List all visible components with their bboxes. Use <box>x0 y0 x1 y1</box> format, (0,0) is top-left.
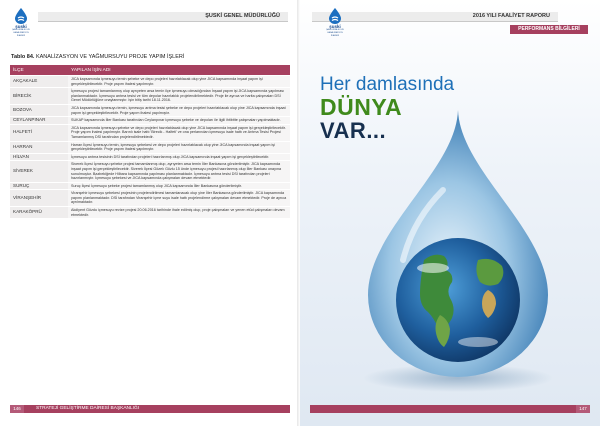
row-ilce: AKÇAKALE <box>10 76 68 87</box>
table-row <box>10 190 290 206</box>
page-number: 147 <box>576 405 590 413</box>
table-row <box>10 161 290 181</box>
footer-text: STRATEJİ GELİŞTİRME DAİRESİ BAŞKANLIĞI <box>36 406 140 411</box>
footer-bar <box>310 405 590 413</box>
table-number: Tablo 84. <box>11 54 35 60</box>
header-bar <box>38 12 288 22</box>
page-number: 146 <box>10 405 24 413</box>
header-title: 2016 YILI FAALİYET RAPORU <box>472 13 550 19</box>
slogan-line-3: VAR... <box>320 118 387 143</box>
row-desc: JICA kapsamında içmesuyu temin şebeke ve depo projeleri hazırlatılacak olup yine JICA kapsamında inşaat yapım işi gerçekleştirilecektir. Proje yapım ihalesi yapılmıştır. <box>68 76 290 87</box>
row-desc: İçmesuyu arıtma tesisinin DSİ tarafından projeleri hazırlanmış olup JICA kapsamında inşaat yapım işi gerçekleştirilecektir. <box>68 154 290 161</box>
table-row <box>10 142 290 153</box>
cloud <box>417 263 449 273</box>
column-header-work: YAPILAN İŞİN ADI <box>68 65 290 75</box>
row-desc: JICA kapsamında içmesuyu şebeke ve depo projeleri hazırlatılacak olup yine JICA kapsamında inşaat yapım işi gerçekleştirilecektir. Proje yapım ihalesi yapılmıştır. Barınlı isale hattı 'Birecik - Halfeti' ve ona perlarından içmesuyu isale hattı ve Arıtma Tesisi Projesi Tamamlanmış DSİ tarafından projelendirilmektedir. <box>68 125 290 141</box>
water-drop-earth-illustration <box>328 110 558 400</box>
row-desc: Suruç İlçesi İçmesuyu şebeke projesi tamamlanmış olup JICA kapsamında İller Bankasına gönderilmiştir. <box>68 183 290 190</box>
row-desc: Viranşehir içmesuyu şebekesi projesinin projelendirilmesi tamamlanacak olup yine İller Bankasına gönderilmiştir. JICA kapsamında yapımı planlanmaktadır. DSİ tarafından Viranşehir içme suyu isale hattı projelendirme çalışmaları devam etmektedir. Proje de ayrıca ayrılmaktadır. <box>68 190 290 206</box>
logo-subtitle: ŞANLIURFA SU VE KANALİZASYON İDARESİ <box>12 29 30 37</box>
row-ilce: HALFETİ <box>10 125 68 141</box>
table-row <box>10 105 290 116</box>
section-tab: PERFORMANS BİLGİLERİ <box>510 25 588 34</box>
row-desc: Harran İlçesi İçmesuyu temin, içmesuyu şebekesi ve depo projeleri hazırlatılacak olup yine JICA kapsamında inşaat yapım işi gerçekleştirilecektir. Proje yapım ihalesi yapılmıştır. <box>68 142 290 153</box>
right-page <box>300 0 600 426</box>
row-ilce: CEYLANPINAR <box>10 117 68 124</box>
table-caption: KANALİZASYON VE YAĞMURSUYU PROJE YAPIM İŞLERİ <box>35 54 185 60</box>
earth-globe <box>396 238 520 362</box>
projects-table <box>10 64 290 219</box>
table-title <box>11 54 184 60</box>
footer-bar <box>10 405 290 413</box>
table-row <box>10 76 290 87</box>
row-ilce: VİRANŞEHİR <box>10 190 68 206</box>
header-title: ŞUSKİ GENEL MÜDÜRLÜĞÜ <box>205 13 280 19</box>
logo-subtitle: ŞANLIURFA SU VE KANALİZASYON İDARESİ <box>326 29 344 37</box>
slogan-line-1: Her damlasında <box>320 74 455 95</box>
row-desc: İçmesuyu projesi tamamlanmış olup ayrıyeten arsa temin ilçe içmesuyu olmadığından İnşaat yapım işi JICA kapsamında yapılması planlanmaktadır. İçmesuyu arıtma tesisi ve tüm depolar hazırlatıldı projelendirilmektedir. Proje ile ayrıca ve harita çalışmaları DSİ Genel Müdürlüğüne onaylanmıştır. İşin bitiş tarihi 18.11.2016. <box>68 88 290 104</box>
row-ilce: SURUÇ <box>10 183 68 190</box>
row-desc: Akdiyent Gözdu içmesuyu revize projesi 20.06.2016 tarihinde ihale edilmiş olup, proje çalışmaları ve yenen etüd çalışmaları devam etmektedir. <box>68 207 290 218</box>
row-ilce: BOZOVA <box>10 105 68 116</box>
suski-logo <box>324 8 346 38</box>
logo-name: şuski <box>329 24 341 29</box>
header-bar <box>312 12 558 22</box>
suski-logo <box>10 8 32 38</box>
table-row <box>10 183 290 190</box>
column-header-ilce: İLÇE <box>10 65 68 75</box>
row-ilce: SİVEREK <box>10 161 68 181</box>
row-desc: JICA kapsamında içmesuyu temin, içmesuyu arıtma tesisi şebeke ve depo projeleri hazırlatılacak olup yine JICA kapsamında inşaat yapım işi gerçekleştirilecektir. Proje yapım ihalesi yapılmıştır. <box>68 105 290 116</box>
cloud <box>458 337 498 347</box>
table-row <box>10 88 290 104</box>
row-ilce: BİRECİK <box>10 88 68 104</box>
logo-name: şuski <box>15 24 27 29</box>
table-row <box>10 207 290 218</box>
row-ilce: HİLVAN <box>10 154 68 161</box>
table-row <box>10 125 290 141</box>
slogan-line-2: DÜNYA <box>320 94 403 120</box>
water-drop-logo-icon <box>328 8 342 24</box>
table-header-row <box>10 65 290 75</box>
row-ilce: HARRAN <box>10 142 68 153</box>
table-row <box>10 117 290 124</box>
table-row <box>10 154 290 161</box>
row-ilce: KARAKÖPRÜ <box>10 207 68 218</box>
row-desc: SUKAP kapsamında İller Bankası tarafından Ceylanpınar içmesuyu şebeke ve depoları ile ilgili ihtibitte çalışmaları yapılmaktadır. <box>68 117 290 124</box>
row-desc: Siverek İlçesi İçmesuyu şebeke projesi tamamlanmış olup, ayrıyeten arsa temin İller Bankasına gönderilmiştir. JICA kapsamında inşaat yapım işi gerçekleştirilecektir. Siverek İlçesi Gözelı Gözlu 15 ünde içmesuyu projesi hazırlanmış olup İller Bankası onayına sunulmuştur. Bazbekiğede Hilbara kapsamında yapılması planlanmaktadır. İçmesuyu arıtma tesisi DSİ tarafından projeleri hazırlanmıştır. İçmesuyu şebekesi ve JICA kapsamında çalışmaları devam etmektedir. <box>68 161 290 181</box>
water-drop-logo-icon <box>14 8 28 24</box>
